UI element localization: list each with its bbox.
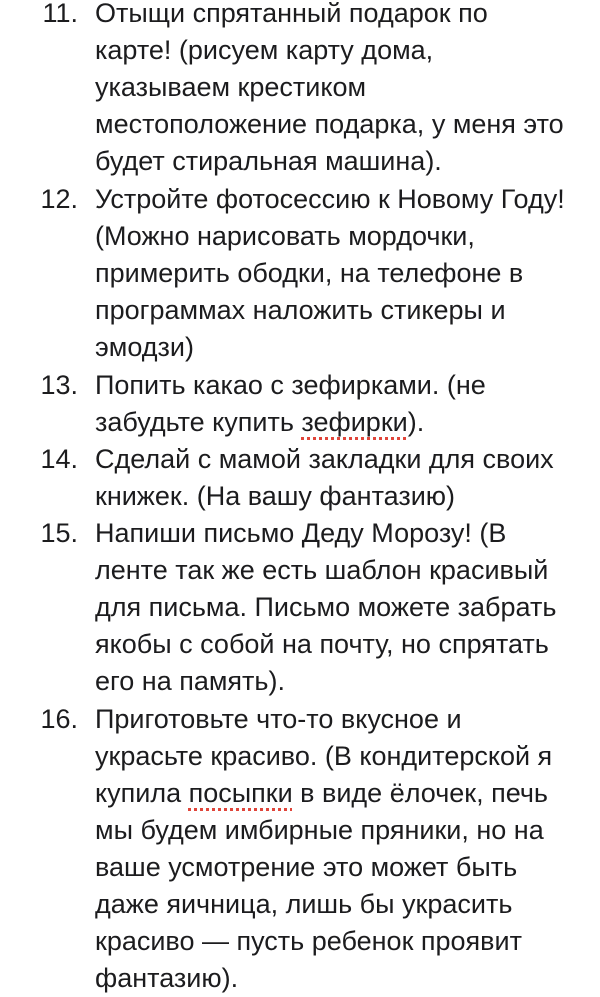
item-text-line: будет стиральная машина). bbox=[95, 146, 442, 176]
item-text-line: местоположение подарка, у меня это bbox=[95, 109, 564, 139]
item-text-line: красиво — пусть ребенок проявит bbox=[95, 926, 522, 956]
item-text-line: мы будем имбирные пряники, но на bbox=[95, 815, 544, 845]
item-text-line: Приготовьте что-то вкусное и bbox=[95, 704, 462, 734]
item-number: 12. bbox=[40, 184, 78, 214]
item-text-line: эмодзи) bbox=[95, 332, 194, 362]
item-text-line: Устройте фотосессию к Новому Году! bbox=[95, 184, 565, 214]
item-text-line: якобы с собой на почту, но спрятать bbox=[95, 629, 549, 659]
item-text-line: карте! (рисуем карту дома, bbox=[95, 35, 434, 65]
spellcheck-underlined-word[interactable]: зефирки bbox=[301, 407, 408, 437]
item-text-line: Сделай с мамой закладки для своих bbox=[95, 444, 554, 474]
item-text-line: даже яичница, лишь бы украсить bbox=[95, 889, 513, 919]
item-text-line: для письма. Письмо можете забрать bbox=[95, 592, 557, 622]
item-number: 15. bbox=[40, 518, 78, 548]
item-number: 11. bbox=[42, 0, 78, 28]
item-text-line: Напиши письмо Деду Морозу! (В bbox=[95, 518, 507, 548]
item-text-line: (Можно нарисовать мордочки, bbox=[95, 221, 475, 251]
spellcheck-underlined-word[interactable]: посыпки bbox=[188, 778, 293, 808]
item-text-line: забудьте купить зефирки). bbox=[95, 407, 425, 437]
item-number: 13. bbox=[40, 370, 78, 400]
item-text-line: фантазию). bbox=[95, 963, 239, 993]
item-number: 16. bbox=[40, 704, 78, 734]
item-text-line: примерить ободки, на телефоне в bbox=[95, 258, 524, 288]
item-text-line: Попить какао с зефирками. (не bbox=[95, 370, 486, 400]
item-text-line: его на память). bbox=[95, 666, 285, 696]
item-text-line: ваше усмотрение это может быть bbox=[95, 852, 518, 882]
item-text-line: купила посыпки в виде ёлочек, печь bbox=[95, 778, 548, 808]
item-text-line: Отыщи спрятанный подарок по bbox=[95, 0, 488, 28]
item-text-line: книжек. (На вашу фантазию) bbox=[95, 481, 456, 511]
item-text-line: указываем крестиком bbox=[95, 72, 367, 102]
item-number: 14. bbox=[40, 444, 78, 474]
item-text-line: украсьте красиво. (В кондитерской я bbox=[95, 741, 553, 771]
item-text-line: программах наложить стикеры и bbox=[95, 295, 506, 325]
item-text-line: ленте так же есть шаблон красивый bbox=[95, 555, 549, 585]
